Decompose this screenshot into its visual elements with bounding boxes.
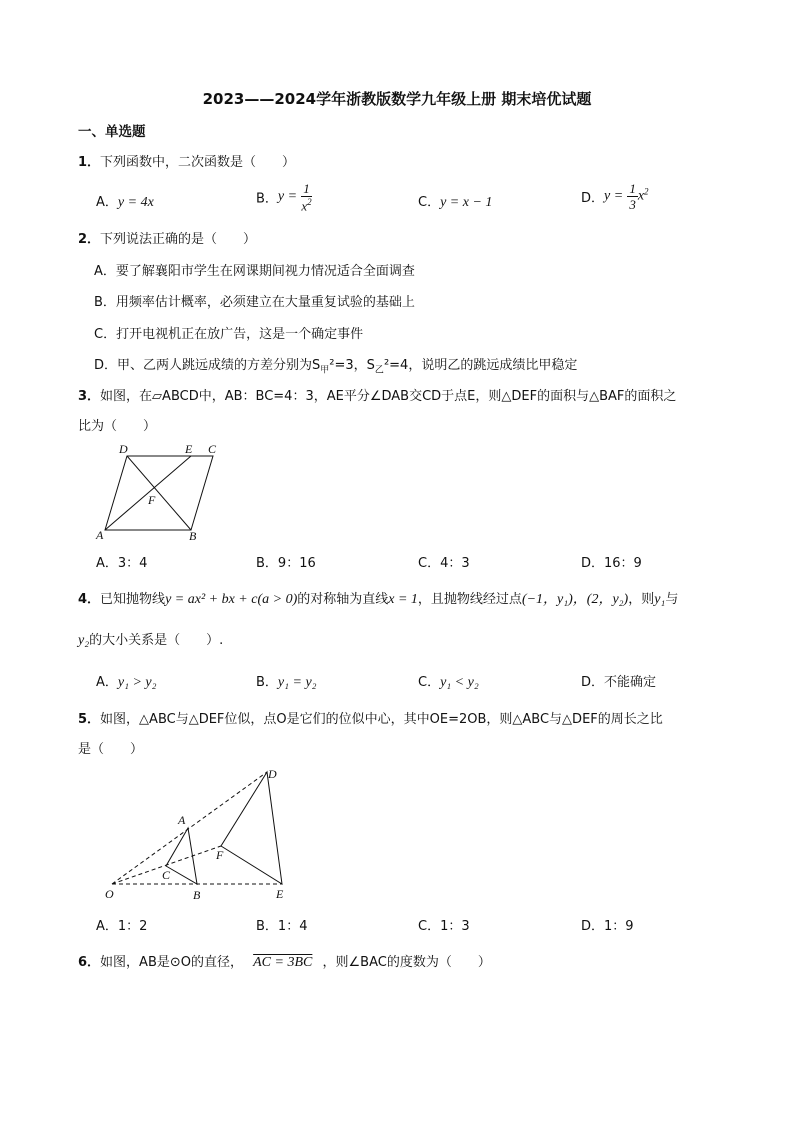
subscript: 乙 [374,365,384,376]
question-number: 4． [78,592,101,607]
option-math: y = [277,189,298,205]
section-heading: 一、单选题 [78,124,146,140]
question-math: x = 1 [388,592,418,607]
fraction [627,182,638,211]
question-number: 1． [78,155,101,170]
question-2-stem [78,228,256,247]
question-6-stem [78,951,491,971]
homothety-figure [100,762,300,904]
question-5-stem-line2: 是（ ） [78,742,144,757]
question-text: 下列函数中，二次函数是（ ） [100,155,296,170]
option-math: y = 4x [117,195,154,210]
q1-option-a [96,191,154,211]
label-a: A [178,813,186,827]
q5-option-a: A．1：2 [96,919,148,934]
option-label: B． [256,191,278,207]
q3-option-b: B．9：16 [256,556,316,571]
option-label: C． [418,675,441,690]
fraction-denominator: 3 [629,197,636,212]
label-a: A [96,528,104,542]
fraction-denominator: x [301,198,308,214]
label-e: E [276,887,284,901]
question-3-stem-line2: 比为（ ） [78,419,157,434]
option-label: A． [96,195,118,210]
label-e: E [185,442,193,456]
question-text: 的对称轴为直线 [297,592,389,607]
label-f: F [216,848,224,862]
option-text: ²=4，说明乙的跳远成绩比甲稳定 [383,358,578,373]
option-text: D．甲、乙两人跳远成绩的方差分别为S [94,358,321,373]
option-label: D． [581,191,605,206]
q5-option-c: C．1：3 [418,919,470,934]
q2-option-c: C．打开电视机正在放广告，这是一个确定事件 [94,327,364,342]
option-math: y₁ = y₂ [277,675,317,690]
q4-option-b [256,671,317,691]
option-math: y = [604,188,624,204]
triangle-def [221,772,282,884]
q4-option-a [96,671,157,691]
question-number: 5． [78,712,101,727]
question-text: 下列说法正确的是（ ） [100,232,257,247]
label-d: D [268,767,277,781]
q5-option-b: B．1：4 [256,919,308,934]
fraction [301,182,312,212]
label-b: B [189,529,197,543]
q1-option-c [418,191,492,211]
question-text: 的大小关系是（ ）. [89,633,224,648]
triangle-abc [166,828,197,884]
question-math: y₂ [78,633,90,648]
q1-option-b [256,182,312,212]
question-number: 2． [78,232,101,247]
option-math: y₁ > y₂ [117,675,157,690]
question-math: (−1，y₁)，(2，y₂) [521,592,629,607]
q3-option-a: A．3：4 [96,556,148,571]
question-text: 如图，AB是⊙O的直径， [100,955,243,970]
question-number: 6． [78,955,101,970]
label-o: O [105,887,114,901]
option-text: ²=3，S [329,358,375,373]
question-4-stem [78,588,678,608]
question-text: 如图，△ABC与△DEF位似，点O是它们的位似中心，其中OE=2OB，则△ABC与△DEF的周长之比 [100,712,663,727]
option-math: x [637,188,645,204]
label-f: F [148,493,156,507]
label-d: D [119,442,128,456]
question-1-stem [78,151,295,170]
diagonal-bd [127,456,191,530]
option-label: A． [96,675,118,690]
label-b: B [193,888,201,902]
fraction-numerator: 1 [629,181,636,196]
fraction-numerator: 1 [303,181,310,196]
exponent: 2 [307,197,312,207]
question-math: y = ax² + bx + c(a > 0) [165,592,298,607]
option-label: C． [418,195,441,210]
option-label: B． [256,675,278,690]
question-text: 已知抛物线 [100,592,166,607]
question-text: 与 [665,592,679,607]
q3-option-c: C．4：3 [418,556,470,571]
option-math: y₁ < y₂ [440,675,479,690]
question-3-stem [78,385,676,404]
q5-option-d: D．1：9 [581,919,634,934]
q3-option-d: D．16：9 [581,556,642,571]
question-number: 3． [78,389,101,404]
option-math: y = x − 1 [440,195,493,210]
page-title: 2023——2024学年浙教版数学九年级上册 期末培优试题 [202,90,592,108]
label-c: C [162,868,171,882]
q2-option-a: A．要了解襄阳市学生在网课期间视力情况适合全面调查 [94,264,415,279]
q2-option-d [94,354,577,376]
question-math: y₁ [654,592,666,607]
question-text: ，则 [628,592,655,607]
q4-option-c [418,671,479,691]
question-text: ，则∠BAC的度数为（ ） [322,955,491,970]
question-5-stem [78,708,663,727]
exponent: 2 [644,186,649,197]
dashed-od [112,772,267,884]
parallelogram-figure [95,438,225,544]
q2-option-b: B．用频率估计概率，必须建立在大量重复试验的基础上 [94,295,415,310]
question-text: ，且抛物线经过点 [417,592,522,607]
question-text: 如图，在▱ABCD中，AB：BC=4：3，AE平分∠DAB交CD于点E，则△DEF的面积与△BAF的面积之 [100,389,677,404]
subscript: 甲 [320,365,330,376]
question-4-stem-line2 [78,629,223,649]
q4-option-d: D．不能确定 [581,675,657,690]
question-math: AC = 3BC [253,955,313,970]
q1-option-d [581,182,649,211]
label-c: C [208,442,217,456]
